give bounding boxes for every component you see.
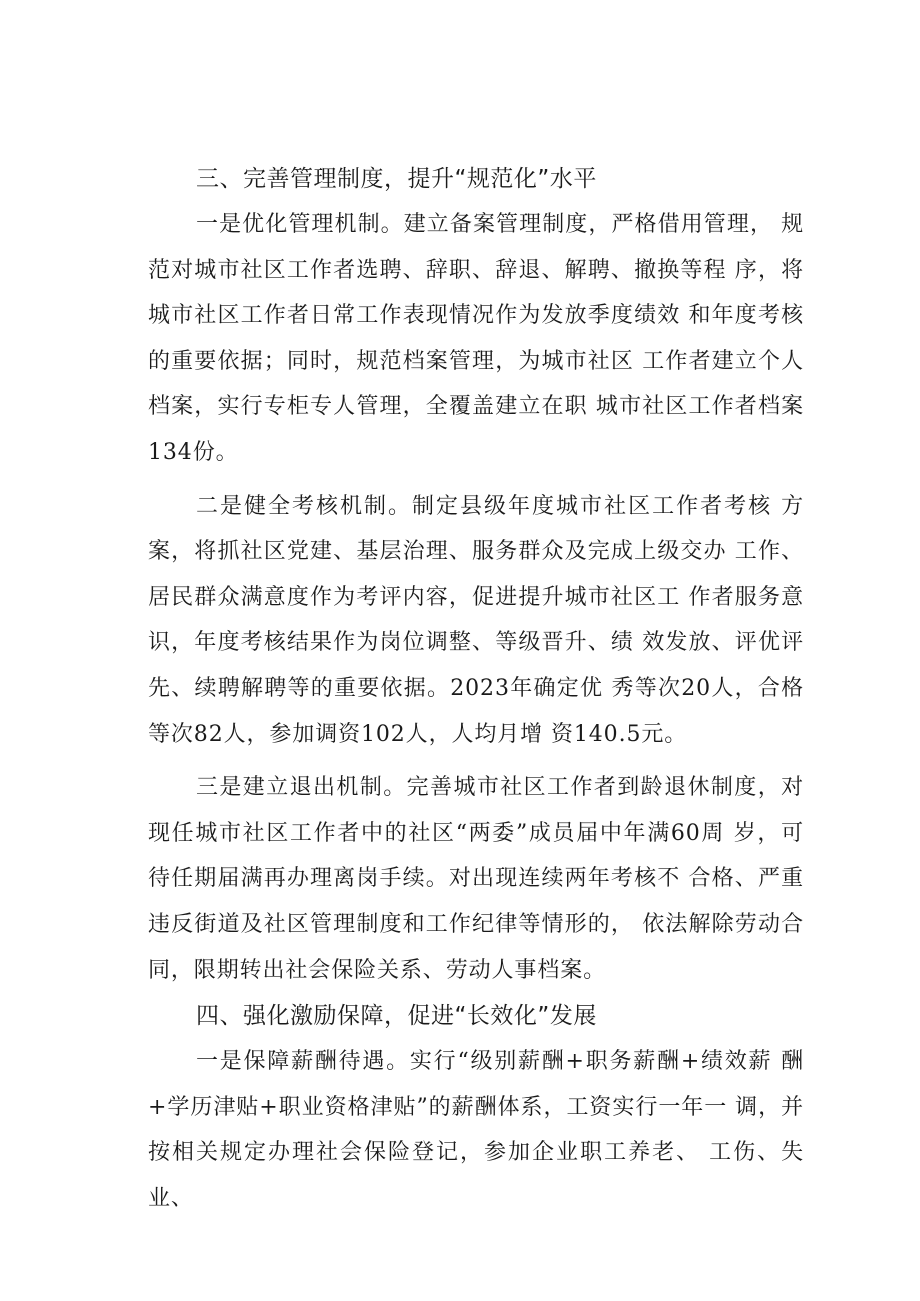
document-body <box>148 156 804 1229</box>
paragraph-optimize-management: 一是优化管理机制。建立备案管理制度，严格借用管理， 规范对城市社区工作者选聘、辞职、辞退、解聘、撤换等程 序，将城市社区工作者日常工作表现情况作为发放季度绩效 和年度考核的重要依据；同时，规范档案管理，为城市社区 工作者建立个人档案，实行专柜专人管理，全覆盖建立在职 城市社区工作者档案134份。 <box>148 212 804 465</box>
section-heading-3: 三、完善管理制度，提升“规范化”水平 <box>196 166 597 192</box>
paragraph-salary-guarantee: 一是保障薪酬待遇。实行“级别薪酬+职务薪酬+绩效薪 酬+学历津贴+职业资格津贴”的薪酬体系，工资实行一年一 调，并按相关规定办理社会保险登记，参加企业职工养老、 工伤、失业、 <box>148 1049 804 1211</box>
section-heading-4: 四、强化激励保障，促进“长效化”发展 <box>196 1003 597 1030</box>
paragraph-assessment-mechanism: 二是健全考核机制。制定县级年度城市社区工作者考核 方案，将抓社区党建、基层治理、服务群众及完成上级交办 工作、居民群众满意度作为考评内容，促进提升城市社区工 作者服务意识，年度考核结果作为岗位调整、等级晋升、绩 效发放、评优评先、续聘解聘等的重要依据。2023年确定优 秀等次20人，合格等次82人，参加调资102人，人均月增 资140.5元。 <box>148 493 804 747</box>
paragraph-exit-mechanism: 三是建立退出机制。完善城市社区工作者到龄退休制度，对现任城市社区工作者中的社区“两委”成员届中年满60周 岁，可待任期届满再办理离岗手续。对出现连续两年考核不 合格、严重违反街道及社区管理制度和工作纪律等情形的， 依法解除劳动合同，限期转出社会保险关系、劳动人事档案。 <box>148 775 804 983</box>
